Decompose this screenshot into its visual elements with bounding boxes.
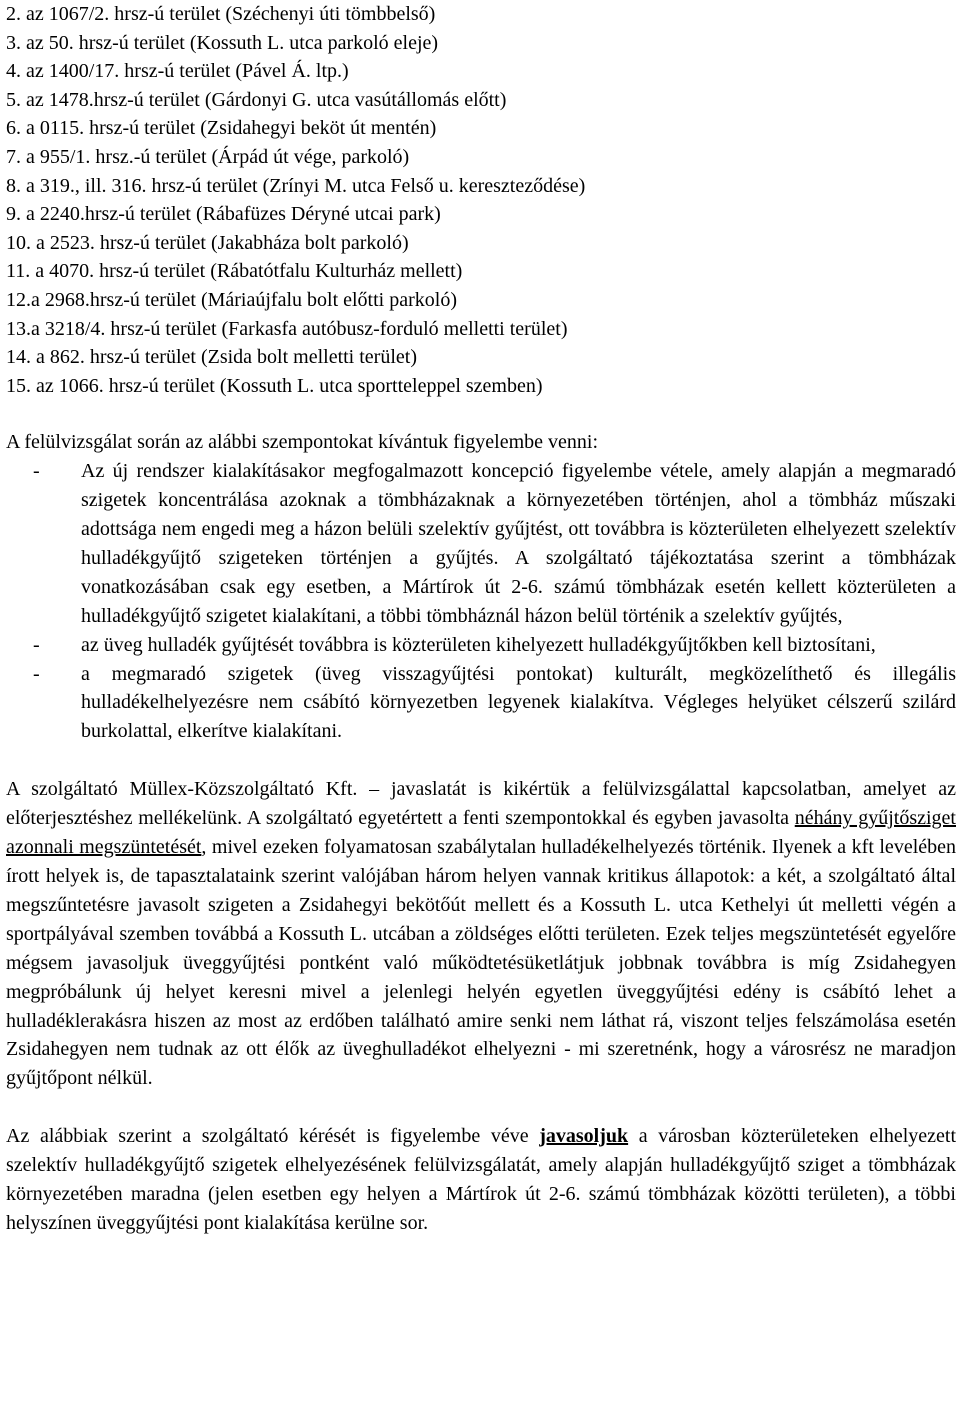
- criteria-text: a megmaradó szigetek (üveg visszagyűjtési pontokat) kulturált, megközelíthető és illegális hulladékelhelyezésre nem csábító környezetben legyenek kialakítva. Végleges helyüket célszerű szilárd burkolattal, elkerítve kialakítani.: [81, 662, 956, 743]
- criteria-item: [6, 631, 956, 660]
- criteria-item: [6, 457, 956, 630]
- list-item: 6. a 0115. hrsz-ú terület (Zsidahegyi beköt út mentén): [6, 117, 437, 140]
- list-item: 13.a 3218/4. hrsz-ú terület (Farkasfa autóbusz-forduló melletti terület): [6, 317, 568, 340]
- list-item: 15. az 1066. hrsz-ú terület (Kossuth L. utca sportteleppel szemben): [6, 374, 543, 397]
- criteria-list: [6, 457, 956, 746]
- list-item: 9. a 2240.hrsz-ú terület (Rábafüzes Déryné utcai park): [6, 203, 441, 226]
- location-list: [6, 0, 956, 400]
- list-item: 10. a 2523. hrsz-ú terület (Jakabháza bolt parkoló): [6, 231, 409, 254]
- paragraph-text: A szolgáltató Müllex-Közszolgáltató Kft. – javaslatát is kikértük a felülvizsgálattal kapcsolatban, amelyet az előterjesztéshez mellékelünk. A szolgáltató egyetértett a fenti szempontokkal és egyben javasolta: [6, 778, 956, 830]
- criteria-text: Az új rendszer kialakításakor megfogalmazott koncepció figyelembe vétele, amely alapján a megmaradó szigetek koncentrálása azoknak a tömbházaknak a környezetében történjen, ahol a tömbház műszaki adottsága nem engedi meg a házon belüli szelektív gyűjtést, ott továbbra is közterületen elhelyezett szelektív hulladékgyűjtő szigeteken történjen a gyűjtés. A szolgáltató tájékoztatása szerint a tömbházak vonatkozásában csak egy esetben, a Mártírok út 2-6. számú tömbházak esetén kellett közterületen a hulladékgyűjtő szigetet kialakítani, a többi tömbháznál házon belül történik a szelektív gyűjtés,: [81, 460, 956, 627]
- criteria-text: az üveg hulladék gyűjtését továbbra is közterületen kihelyezett hulladékgyűjtőkben kell biztosítani,: [81, 633, 876, 656]
- bullet-dash: -: [33, 662, 40, 685]
- emphasized-word: javasoljuk: [539, 1125, 629, 1148]
- paragraph-text: a városban közterületeken elhelyezett szelektív hulladékgyűjtő szigetek elhelyezésének felülvizsgálatát, amely alapján hulladékgyűjtő sziget a tömbházak környezetében maradna (jelen esetben egy helyen a Mártírok út 2-6. számú tömbházak közötti területen), a többi helyszínen üveggyűjtési pont kialakítása kerülne sor.: [6, 1125, 957, 1234]
- paragraph-text: Az alábbiak szerint a szolgáltató kérését is figyelembe véve: [6, 1125, 540, 1148]
- list-item: 2. az 1067/2. hrsz-ú terület (Széchenyi úti tömbbelső): [6, 3, 436, 25]
- list-item: 7. a 955/1. hrsz.-ú terület (Árpád út vége, parkoló): [6, 145, 410, 168]
- list-item: 5. az 1478.hrsz-ú terület (Gárdonyi G. utca vasútállomás előtt): [6, 88, 507, 111]
- list-item: 12.a 2968.hrsz-ú terület (Máriaújfalu bolt előtti parkoló): [6, 288, 457, 311]
- underlined-phrase: néhány gyűjtősziget azonnali megszüntetését: [6, 807, 956, 859]
- proposal-paragraph: [6, 1122, 956, 1238]
- list-item: 4. az 1400/17. hrsz-ú terület (Pável Á. ltp.): [6, 60, 349, 83]
- bullet-dash: -: [33, 633, 40, 656]
- list-item: 8. a 319., ill. 316. hrsz-ú terület (Zrínyi M. utca Felső u. kereszteződése): [6, 174, 586, 197]
- list-item: 11. a 4070. hrsz-ú terület (Rábatótfalu Kulturház mellett): [6, 260, 463, 283]
- service-provider-paragraph: [6, 775, 956, 1093]
- paragraph-text: , mivel ezeken folyamatosan szabálytalan hulladékelhelyezés történik. Ilyenek a kft levelében írott helyek is, de tapasztalataink szerint valójában három helyen vannak kritikus állapotok: a két, a szolgáltató által megszűntetésre javasolt szigeten a Zsidahegyi bekötőút mellett és a Kossuth L. utca Kethelyi út melletti végén a sportpályával szemben továbbá a Kossuth L. utcában a zöldséges előtti területen. Ezek teljes megszüntetését egyelőre mégsem javasoljuk üveggyűjtési pontként való működtetésüketlátjuk jobbnak továbbra is míg Zsidahegyen megpróbálunk új helyet keresni mivel a jelenlegi helyén egyetlen üveggyűjtési edény is csábító lehet a hulladéklerakásra hiszen az most az erdőben található amire senki nem láthat rá, viszont teljes felszámolása esetén Zsidahegyen nem tudnak az ott élők az üveghulladékot elhelyezni - mi szeretnénk, hogy a városrész ne maradjon gyűjtőpont nélkül.: [6, 836, 957, 1090]
- criteria-item: [6, 660, 956, 747]
- review-intro: A felülvizsgálat során az alábbi szempontokat kívántuk figyelembe venni:: [6, 431, 599, 454]
- list-item: 3. az 50. hrsz-ú terület (Kossuth L. utca parkoló eleje): [6, 31, 439, 54]
- list-item: 14. a 862. hrsz-ú terület (Zsida bolt melletti terület): [6, 346, 417, 369]
- bullet-dash: -: [33, 460, 40, 483]
